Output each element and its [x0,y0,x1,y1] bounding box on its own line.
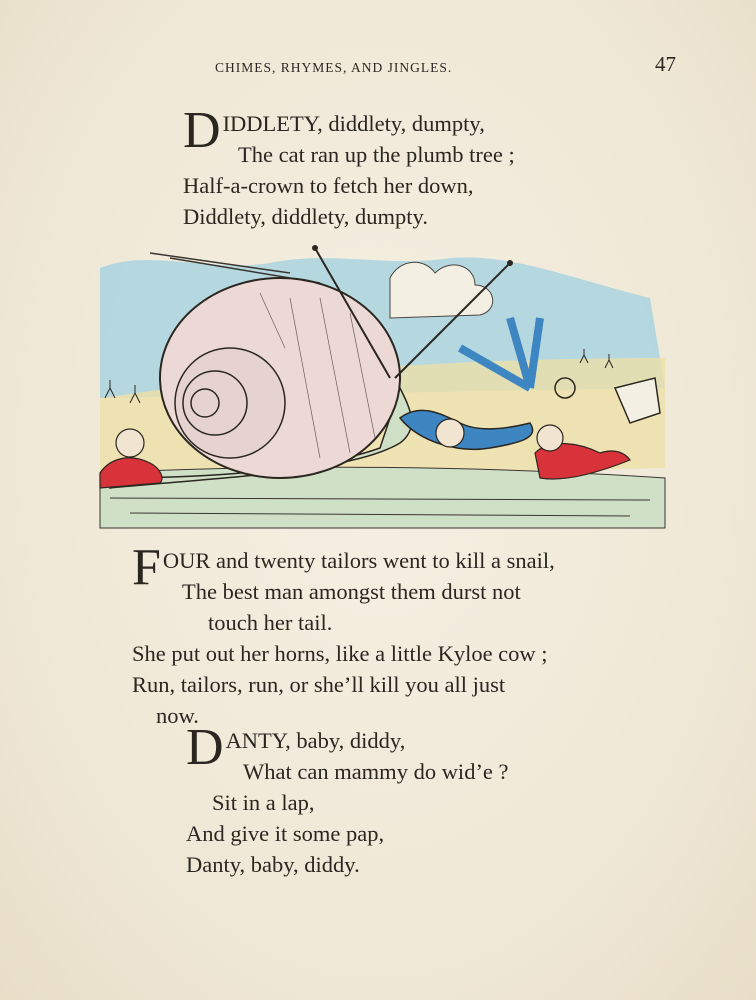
drop-cap: F [132,539,161,596]
poem-line: Sit in a lap, [212,790,315,815]
poem-line: Danty, baby, diddy. [186,852,360,877]
poem-line: And give it some pap, [186,821,385,846]
poem-diddlety [183,102,515,232]
poem-line: The best man amongst them durst not [182,579,521,604]
poem-four-and-twenty-tailors [132,539,555,731]
drop-cap: D [183,102,221,159]
poem-danty-baby [186,719,509,880]
poem-line: She put out her horns, like a little Kyloe cow ; [132,641,548,666]
poem-line: touch her tail. [208,610,333,635]
poem-line: Half-a-crown to fetch her down, [183,173,474,198]
poem-line: What can mammy do wid’e ? [243,759,509,784]
poem-line: The cat ran up the plumb tree ; [238,142,515,167]
poem-line: now. [156,703,199,728]
first-line: IDDLETY, diddlety, dumpty, [222,111,485,136]
poem-line: Diddlety, diddlety, dumpty. [183,204,428,229]
page-number: 47 [655,52,676,76]
snail-illustration [90,238,670,533]
first-line: OUR and twenty tailors went to kill a snail, [162,548,555,573]
poem-line: Run, tailors, run, or she’ll kill you all just [132,672,506,697]
drop-cap: D [186,719,224,776]
first-line: ANTY, baby, diddy, [225,728,406,753]
running-title: CHIMES, RHYMES, AND JINGLES. [215,60,453,75]
